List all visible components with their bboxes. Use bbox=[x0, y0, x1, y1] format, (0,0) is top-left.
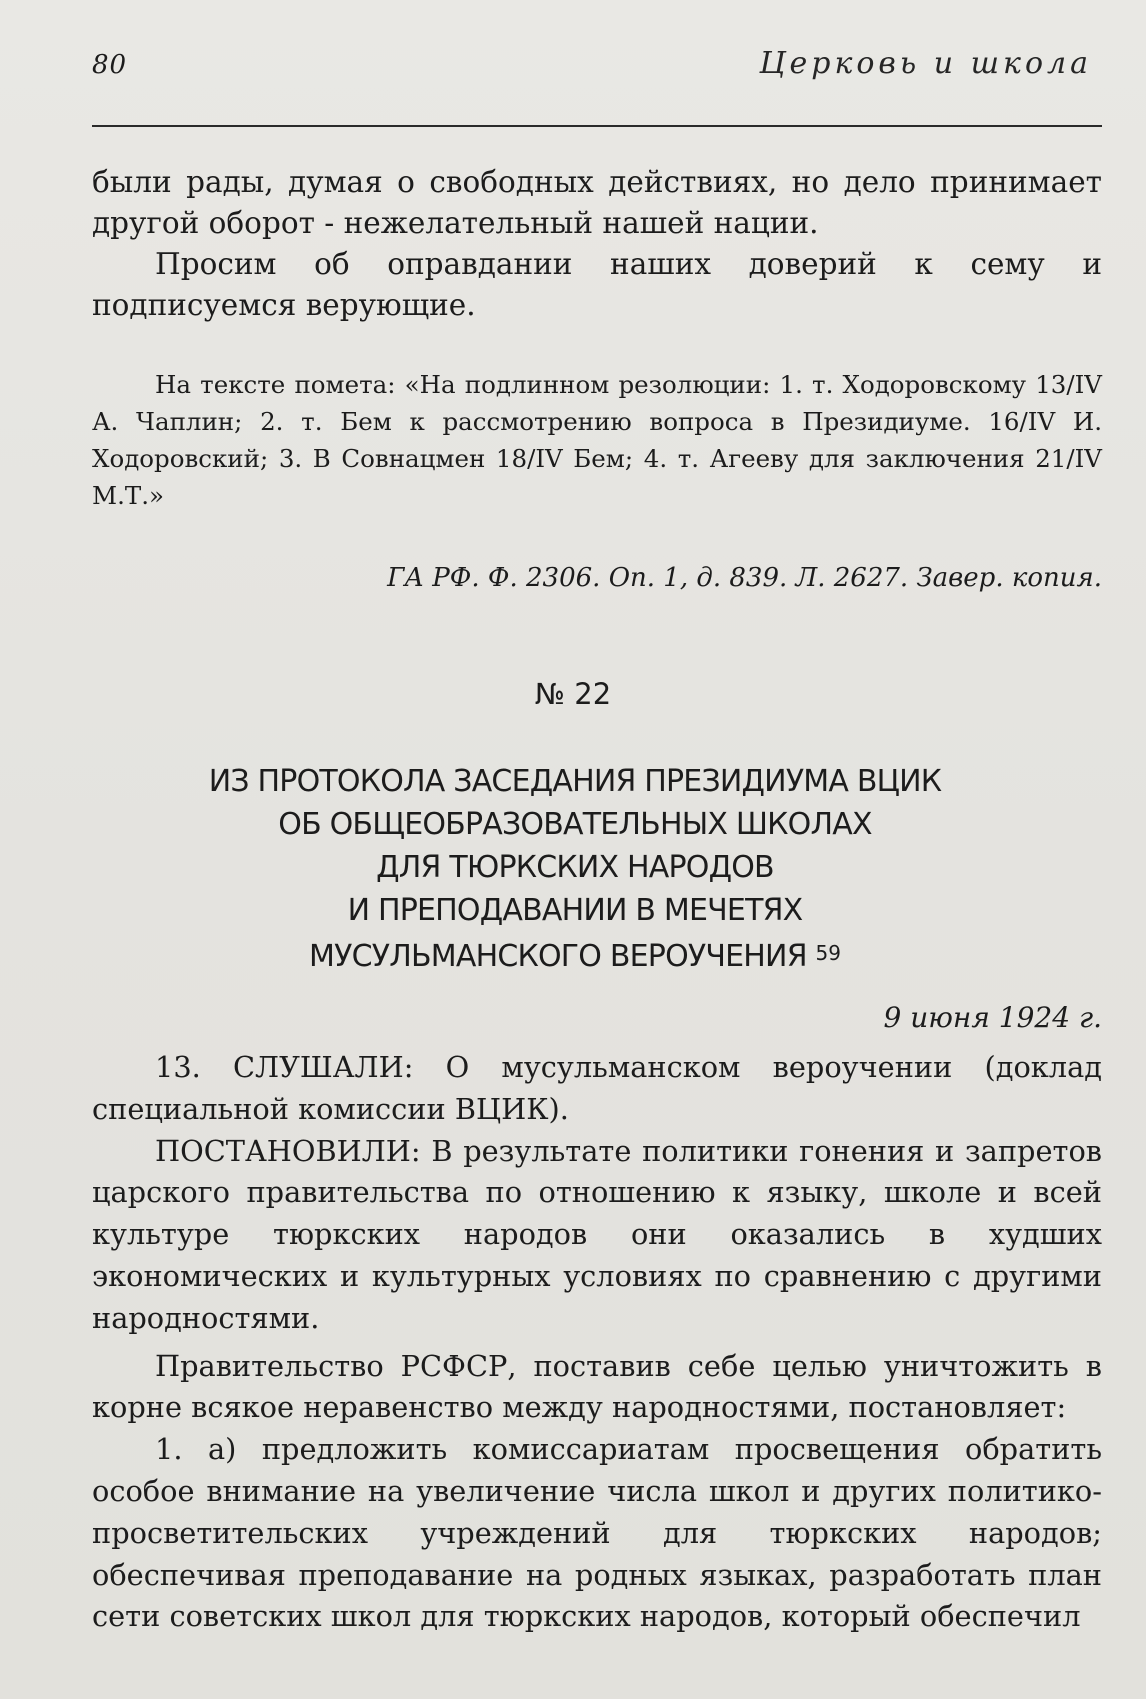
protocol-paragraph-4: 1. а) предложить комиссариатам просвещения обратить особое внимание на увеличение числа школ и других политико-просветительских учреждений для тюркских народов; обеспечивая преподавание на родных языках, разработать план сети советских школ для тюркских народов, который обеспечил bbox=[92, 1432, 1102, 1634]
page-header bbox=[92, 46, 1092, 96]
protocol-paragraph-3: Правительство РСФСР, поставив себе целью уничтожить в корне всякое неравенство между народностями, постановляет: bbox=[92, 1348, 1102, 1425]
document-date: 9 июня 1924 г. bbox=[883, 1001, 1102, 1034]
header-rule bbox=[92, 125, 1102, 127]
note-paragraph: На тексте помета: «На подлинном резолюции: 1. т. Ходоровскому 13/IV А. Чаплин; 2. т. Бем к рассмотрению вопроса в Президиуме. 16/IV И. Ходоровский; 3. В Совнацмен 18/IV Бем; 4. т. Агееву для заключения 21/IV М.Т.» bbox=[92, 370, 1102, 510]
title-line-5-text: МУСУЛЬМАНСКОГО ВЕРОУЧЕНИЯ bbox=[309, 939, 807, 974]
letter-text-block bbox=[92, 162, 1102, 326]
document-number: № 22 bbox=[534, 677, 612, 711]
page-number: 80 bbox=[92, 50, 128, 80]
editorial-note bbox=[92, 366, 1102, 514]
letter-paragraph-1: были рады, думая о свободных действиях, но дело принимает другой оборот - нежелательный нашей нации. bbox=[92, 165, 1102, 240]
running-title: Церковь и школа bbox=[759, 46, 1092, 81]
title-line-1: ИЗ ПРОТОКОЛА ЗАСЕДАНИЯ ПРЕЗИДИУМА ВЦИК bbox=[208, 764, 942, 799]
protocol-paragraph-1: 13. СЛУШАЛИ: О мусульманском вероучении (доклад специальной комиссии ВЦИК). bbox=[92, 1050, 1102, 1126]
title-line-5 bbox=[140, 932, 1010, 978]
archive-reference: ГА РФ. Ф. 2306. Оп. 1, д. 839. Л. 2627. Завер. копия. bbox=[387, 563, 1102, 593]
title-line-4: И ПРЕПОДАВАНИИ В МЕЧЕТЯХ bbox=[347, 893, 803, 928]
letter-paragraph-2: Просим об оправдании наших доверий к сему и подписуемся верующие. bbox=[92, 247, 1102, 322]
title-line-3: ДЛЯ ТЮРКСКИХ НАРОДОВ bbox=[376, 850, 774, 885]
protocol-text-block bbox=[92, 1047, 1102, 1638]
title-line-2: ОБ ОБЩЕОБРАЗОВАТЕЛЬНЫХ ШКОЛАХ bbox=[278, 807, 872, 842]
document-title bbox=[140, 760, 1010, 978]
protocol-paragraph-2: ПОСТАНОВИЛИ: В результате политики гонения и запретов царского правительства по отношению к языку, школе и всей культуре тюркских народов они оказались в худших экономических и культурных условиях по сравнению с другими народностями. bbox=[92, 1133, 1102, 1335]
footnote-ref: 59 bbox=[815, 941, 841, 965]
